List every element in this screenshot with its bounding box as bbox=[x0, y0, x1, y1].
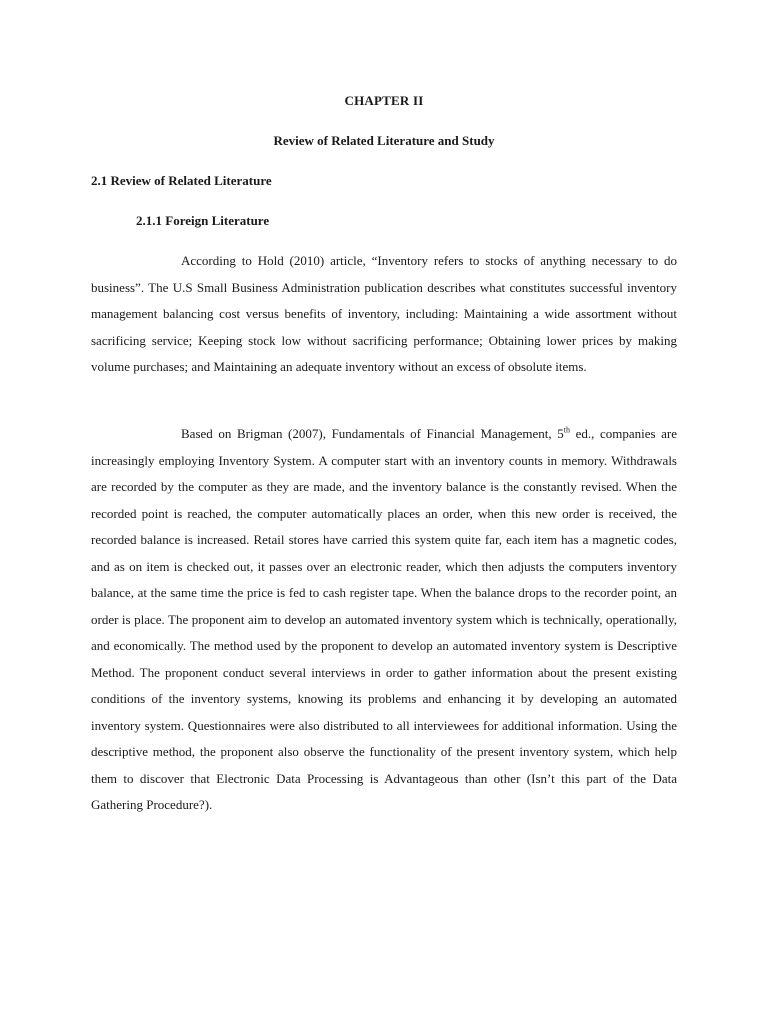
paragraph-2-text-start: Based on Brigman (2007), Fundamentals of Financial Management, 5 bbox=[181, 426, 564, 441]
paragraph-2-text-rest: ed., companies are increasingly employing Inventory System. A computer start with an inventory counts in memory. Withdrawals are recorded by the computer as they are made, and the inventory balance is the constantly revised. When the recorded point is reached, the computer automatically places an order, when this new order is received, the recorded balance is increased. Retail stores have carried this system quite far, each item has a magnetic codes, and as on item is checked out, it passes over an electronic reader, which then adjusts the computers inventory balance, at the same time the price is fed to cash register tape. When the balance drops to the recorder point, an order is place. The proponent aim to develop an automated inventory system which is technically, operationally, and economically. The method used by the proponent to develop an automated inventory system is Descriptive Method. The proponent conduct several interviews in order to gather information about the present existing conditions of the inventory systems, knowing its problems and enhancing it by developing an automated inventory system. Questionnaires were also distributed to all interviewees for additional information. Using the descriptive method, the proponent also observe the functionality of the present inventory system, which help them to discover that Electronic Data Processing is Advantageous than other (Isn’t this part of the Data Gathering Procedure?). bbox=[91, 426, 677, 812]
chapter-heading: CHAPTER II bbox=[344, 93, 424, 108]
paragraph-foreign-literature-2 bbox=[91, 421, 677, 819]
chapter-title: Review of Related Literature and Study bbox=[273, 133, 495, 148]
ordinal-superscript: th bbox=[563, 425, 570, 435]
subsection-heading: 2.1.1 Foreign Literature bbox=[136, 213, 270, 228]
paragraph-foreign-literature-1: According to Hold (2010) article, “Inventory refers to stocks of anything necessary to do business”. The U.S Small Business Administration publication describes what constitutes successful inventory management balancing cost versus benefits of inventory, including: Maintaining a wide assortment without sacrificing service; Keeping stock low without sacrificing performance; Obtaining lower prices by making volume purchases; and Maintaining an adequate inventory without an excess of obsolute items. bbox=[91, 253, 677, 374]
section-heading: 2.1 Review of Related Literature bbox=[91, 173, 272, 188]
